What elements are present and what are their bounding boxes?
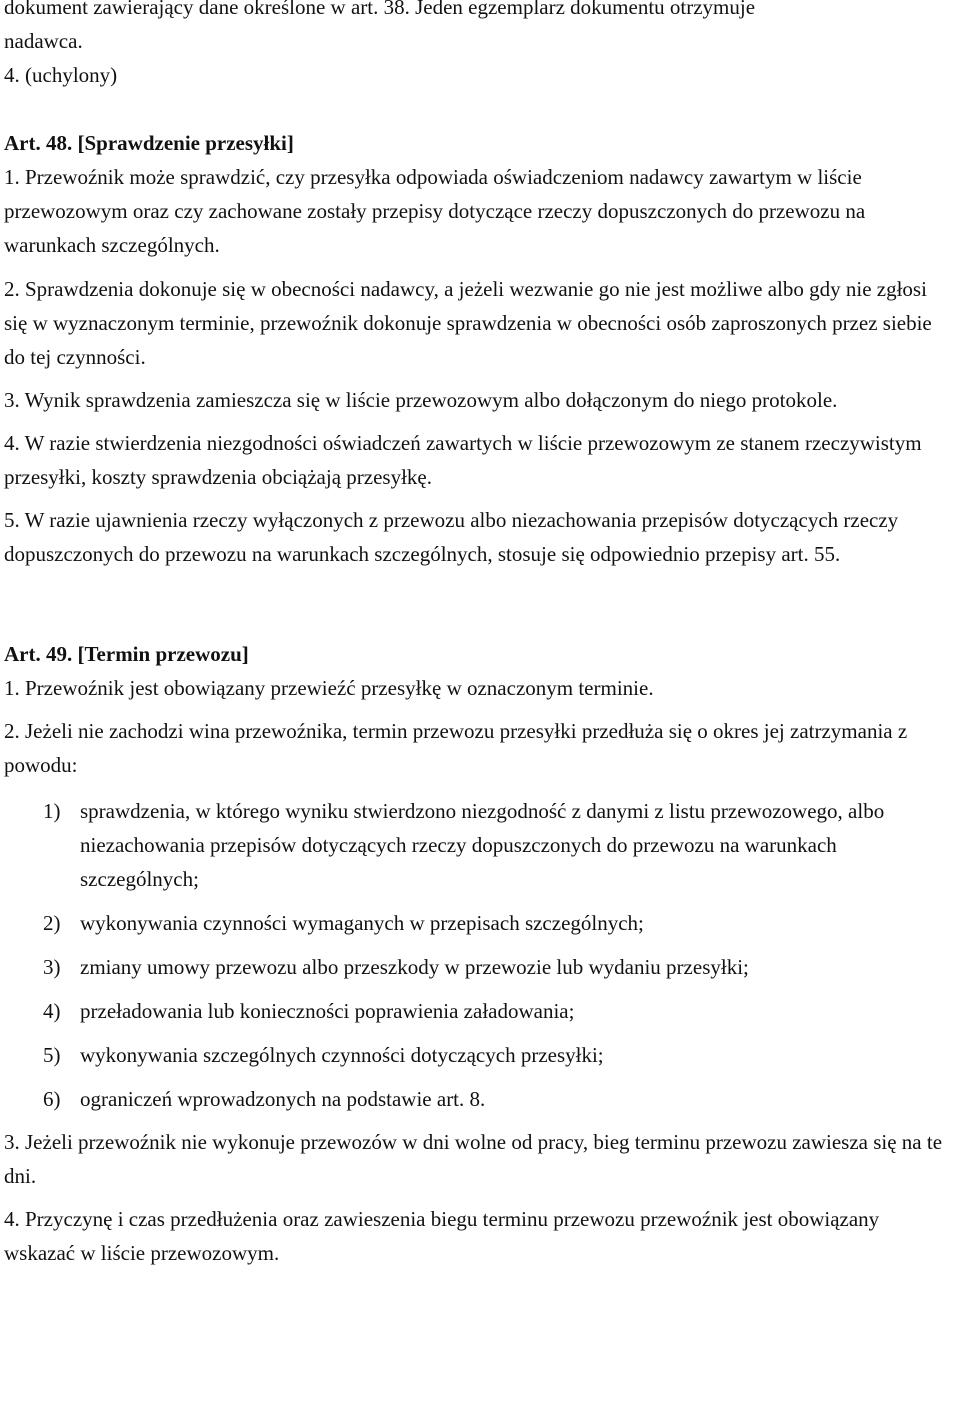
list-item xyxy=(43,906,954,940)
article-49-heading: Art. 49. [Termin przewozu] xyxy=(4,642,249,666)
list-item xyxy=(43,950,954,984)
article-48-paragraph-3: 3. Wynik sprawdzenia zamieszcza się w liście przewozowym albo dołączonym do niego protokole. xyxy=(4,388,838,412)
list-item-number: 4) xyxy=(43,999,61,1023)
article-48-paragraph-2: 2. Sprawdzenia dokonuje się w obecności nadawcy, a jeżeli wezwanie go nie jest możliwe albo gdy nie zgłosi się w wyznaczonym terminie, przewoźnik dokonuje sprawdzenia w obecności osób zaproszonych przez siebie do tej czynności. xyxy=(4,277,932,369)
list-item xyxy=(43,1038,954,1072)
article-48-paragraph-4: 4. W razie stwierdzenia niezgodności oświadczeń zawartych w liście przewozowym ze stanem rzeczywistym przesyłki, koszty sprawdzenia obciążają przesyłkę. xyxy=(4,431,922,489)
list-item-number: 6) xyxy=(43,1087,61,1111)
article-49-reasons-list xyxy=(4,794,954,1116)
intro-line-2: nadawca. xyxy=(4,29,83,53)
list-item-text: sprawdzenia, w którego wyniku stwierdzono niezgodność z danymi z listu przewozowego, albo niezachowania przepisów dotyczących rzeczy dopuszczonych do przewozu na warunkach szczególnych; xyxy=(80,799,885,891)
list-item xyxy=(43,794,954,896)
list-item-number: 2) xyxy=(43,911,61,935)
list-item-number: 1) xyxy=(43,799,61,823)
list-item-text: zmiany umowy przewozu albo przeszkody w przewozie lub wydaniu przesyłki; xyxy=(80,955,749,979)
list-item xyxy=(43,994,954,1028)
article-49-paragraph-3: 3. Jeżeli przewoźnik nie wykonuje przewozów w dni wolne od pracy, bieg terminu przewozu zawiesza się na te dni. xyxy=(4,1130,943,1188)
list-item xyxy=(43,1082,954,1116)
article-48-paragraph-5: 5. W razie ujawnienia rzeczy wyłączonych z przewozu albo niezachowania przepisów dotyczących rzeczy dopuszczonych do przewozu na warunkach szczególnych, stosuje się odpowiednio przepisy art. 55. xyxy=(4,508,899,566)
article-48-paragraph-1: 1. Przewoźnik może sprawdzić, czy przesyłka odpowiada oświadczeniom nadawcy zawartym w liście przewozowym oraz czy zachowane zostały przepisy dotyczące rzeczy dopuszczonych do przewozu na warunkach szczególnych. xyxy=(4,165,866,257)
article-49-paragraph-2: 2. Jeżeli nie zachodzi wina przewoźnika, termin przewozu przesyłki przedłuża się o okres jej zatrzymania z powodu: xyxy=(4,719,908,777)
article-48-heading: Art. 48. [Sprawdzenie przesyłki] xyxy=(4,131,294,155)
point-4-repealed: 4. (uchylony) xyxy=(4,63,118,87)
list-item-text: wykonywania szczególnych czynności dotyczących przesyłki; xyxy=(80,1043,604,1067)
list-item-text: ograniczeń wprowadzonych na podstawie art. 8. xyxy=(80,1087,486,1111)
document-page xyxy=(4,0,954,1270)
list-item-number: 3) xyxy=(43,955,61,979)
list-item-number: 5) xyxy=(43,1043,61,1067)
list-item-text: przeładowania lub konieczności poprawienia załadowania; xyxy=(80,999,575,1023)
article-49-paragraph-1: 1. Przewoźnik jest obowiązany przewieźć przesyłkę w oznaczonym terminie. xyxy=(4,676,654,700)
intro-line-1: dokument zawierający dane określone w art. 38. Jeden egzemplarz dokumentu otrzymuje xyxy=(4,0,756,19)
list-item-text: wykonywania czynności wymaganych w przepisach szczególnych; xyxy=(80,911,644,935)
article-49-paragraph-4: 4. Przyczynę i czas przedłużenia oraz zawieszenia biegu terminu przewozu przewoźnik jest obowiązany wskazać w liście przewozowym. xyxy=(4,1207,880,1265)
